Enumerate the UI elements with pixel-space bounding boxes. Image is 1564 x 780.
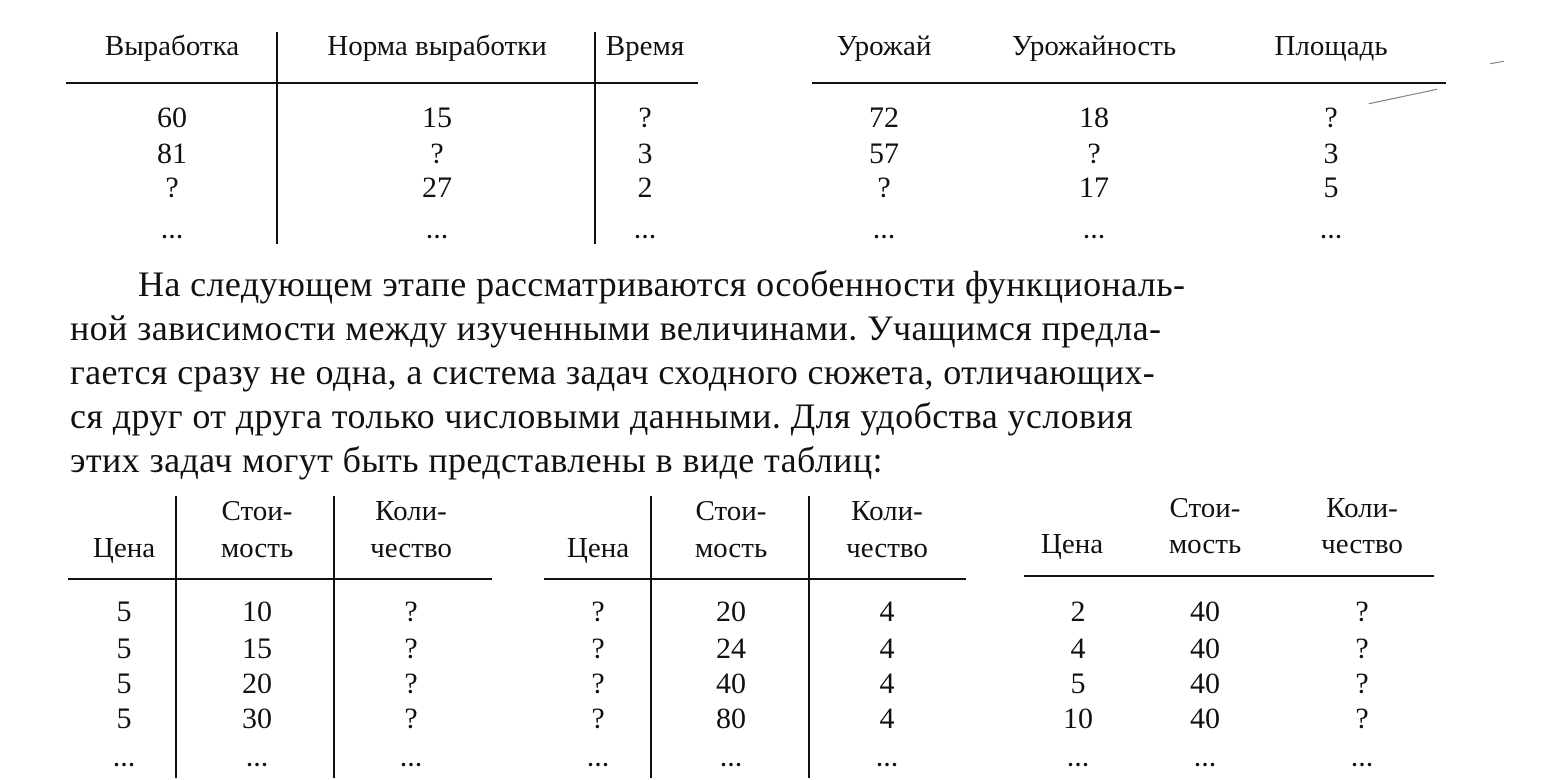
table-cell: ?: [404, 667, 418, 700]
header-price: Цена: [92, 532, 156, 564]
table-cell: ...: [1082, 212, 1106, 245]
table-cell: 4: [879, 702, 895, 735]
table-cell: 40: [1190, 632, 1220, 665]
header-harvest: Урожай: [836, 30, 932, 62]
header-qty-line2: чество: [1321, 528, 1403, 560]
column-divider: [276, 32, 278, 244]
table-cell: ?: [877, 171, 891, 204]
header-cost-line2: мость: [694, 532, 768, 564]
table-cell: ?: [165, 171, 179, 204]
column-divider: [333, 496, 335, 778]
table-cell: ?: [1355, 595, 1369, 628]
table-cell: 20: [716, 595, 746, 628]
table-cell: 20: [242, 667, 272, 700]
header-time: Время: [605, 30, 685, 62]
table-cell: 17: [1079, 171, 1109, 204]
header-qty-line1: Коли-: [1326, 492, 1398, 524]
scan-mark: [1369, 89, 1438, 105]
table-cell: 80: [716, 702, 746, 735]
table-cell: ...: [399, 740, 423, 773]
header-cost-line2: мость: [220, 532, 294, 564]
table-cell: 15: [422, 101, 452, 134]
table-cell: 2: [637, 171, 653, 204]
table-cell: ...: [872, 212, 896, 245]
column-divider: [594, 32, 596, 244]
table-rule: [544, 578, 966, 580]
table-cell: 5: [116, 667, 132, 700]
table-cell: ...: [1350, 740, 1374, 773]
table-cell: ...: [1193, 740, 1217, 773]
table-cell: ?: [591, 595, 605, 628]
column-divider: [808, 496, 810, 778]
table-cell: 4: [879, 632, 895, 665]
table-cell: 3: [1323, 137, 1339, 170]
table-cell: ...: [586, 740, 610, 773]
table-cell: 5: [116, 632, 132, 665]
table-cell: 57: [869, 137, 899, 170]
table-cell: 40: [1190, 595, 1220, 628]
table-cell: 40: [1190, 667, 1220, 700]
column-divider: [175, 496, 177, 778]
table-cell: 24: [716, 632, 746, 665]
header-output-norm: Норма выработки: [327, 30, 547, 62]
table-cell: ...: [1319, 212, 1343, 245]
table-cell: 4: [1070, 632, 1086, 665]
table-rule: [68, 578, 492, 580]
header-yield: Урожайность: [1011, 30, 1177, 62]
table-cell: ?: [430, 137, 444, 170]
table-cell: ...: [633, 212, 657, 245]
header-area: Площадь: [1274, 30, 1388, 62]
table-cell: 10: [1063, 702, 1093, 735]
header-cost-line2: мость: [1168, 528, 1242, 560]
table-cell: 4: [879, 595, 895, 628]
body-paragraph: [70, 262, 1445, 482]
table-cell: 40: [1190, 702, 1220, 735]
table-cell: 60: [157, 101, 187, 134]
column-divider: [650, 496, 652, 778]
paragraph-line: ся друг от друга только числовыми данными. Для удобства условия: [70, 396, 1134, 436]
table-cell: ?: [638, 101, 652, 134]
table-cell: 72: [869, 101, 899, 134]
table-cell: 5: [1070, 667, 1086, 700]
table-cell: 18: [1079, 101, 1109, 134]
header-price: Цена: [566, 532, 630, 564]
table-cell: 4: [879, 667, 895, 700]
table-cell: ...: [719, 740, 743, 773]
table-cell: ?: [404, 595, 418, 628]
table-cell: ...: [112, 740, 136, 773]
table-cell: ?: [1355, 667, 1369, 700]
table-cell: 5: [1323, 171, 1339, 204]
table-cell: 5: [116, 595, 132, 628]
table-cell: 30: [242, 702, 272, 735]
table-cell: ?: [1324, 101, 1338, 134]
header-qty-line2: чество: [846, 532, 928, 564]
paragraph-line: На следующем этапе рассматриваются особенности функциональ-: [138, 264, 1186, 304]
paragraph-line: этих задач могут быть представлены в виде таблиц:: [70, 440, 883, 480]
table-rule: [812, 82, 1446, 84]
header-price: Цена: [1040, 528, 1104, 560]
paragraph-line: ной зависимости между изученными величинами. Учащимся предла-: [70, 308, 1162, 348]
table-cell: ...: [425, 212, 449, 245]
table-cell: ...: [1066, 740, 1090, 773]
scan-mark: [1490, 61, 1504, 64]
table-cell: ...: [875, 740, 899, 773]
table-cell: 2: [1070, 595, 1086, 628]
table-cell: ?: [1355, 632, 1369, 665]
header-qty-line1: Коли-: [375, 495, 447, 527]
header-cost-line1: Стои-: [695, 495, 767, 527]
table-cell: 15: [242, 632, 272, 665]
table-cell: ?: [591, 702, 605, 735]
table-cell: ?: [404, 702, 418, 735]
header-cost-line1: Стои-: [1169, 492, 1241, 524]
table-cell: ?: [1087, 137, 1101, 170]
table-cell: 5: [116, 702, 132, 735]
header-cost-line1: Стои-: [221, 495, 293, 527]
table-cell: ...: [160, 212, 184, 245]
table-cell: ...: [245, 740, 269, 773]
table-cell: 40: [716, 667, 746, 700]
table-cell: 3: [637, 137, 653, 170]
table-cell: ?: [591, 667, 605, 700]
header-qty-line1: Коли-: [851, 495, 923, 527]
paragraph-line: гается сразу не одна, а система задач сходного сюжета, отличающих-: [70, 352, 1156, 392]
table-cell: ?: [591, 632, 605, 665]
table-cell: ?: [404, 632, 418, 665]
table-rule: [66, 82, 698, 84]
table-rule: [1024, 575, 1434, 577]
table-cell: 10: [242, 595, 272, 628]
header-qty-line2: чество: [370, 532, 452, 564]
table-cell: 81: [157, 137, 187, 170]
table-cell: ?: [1355, 702, 1369, 735]
header-output: Выработка: [104, 30, 240, 62]
table-cell: 27: [422, 171, 452, 204]
